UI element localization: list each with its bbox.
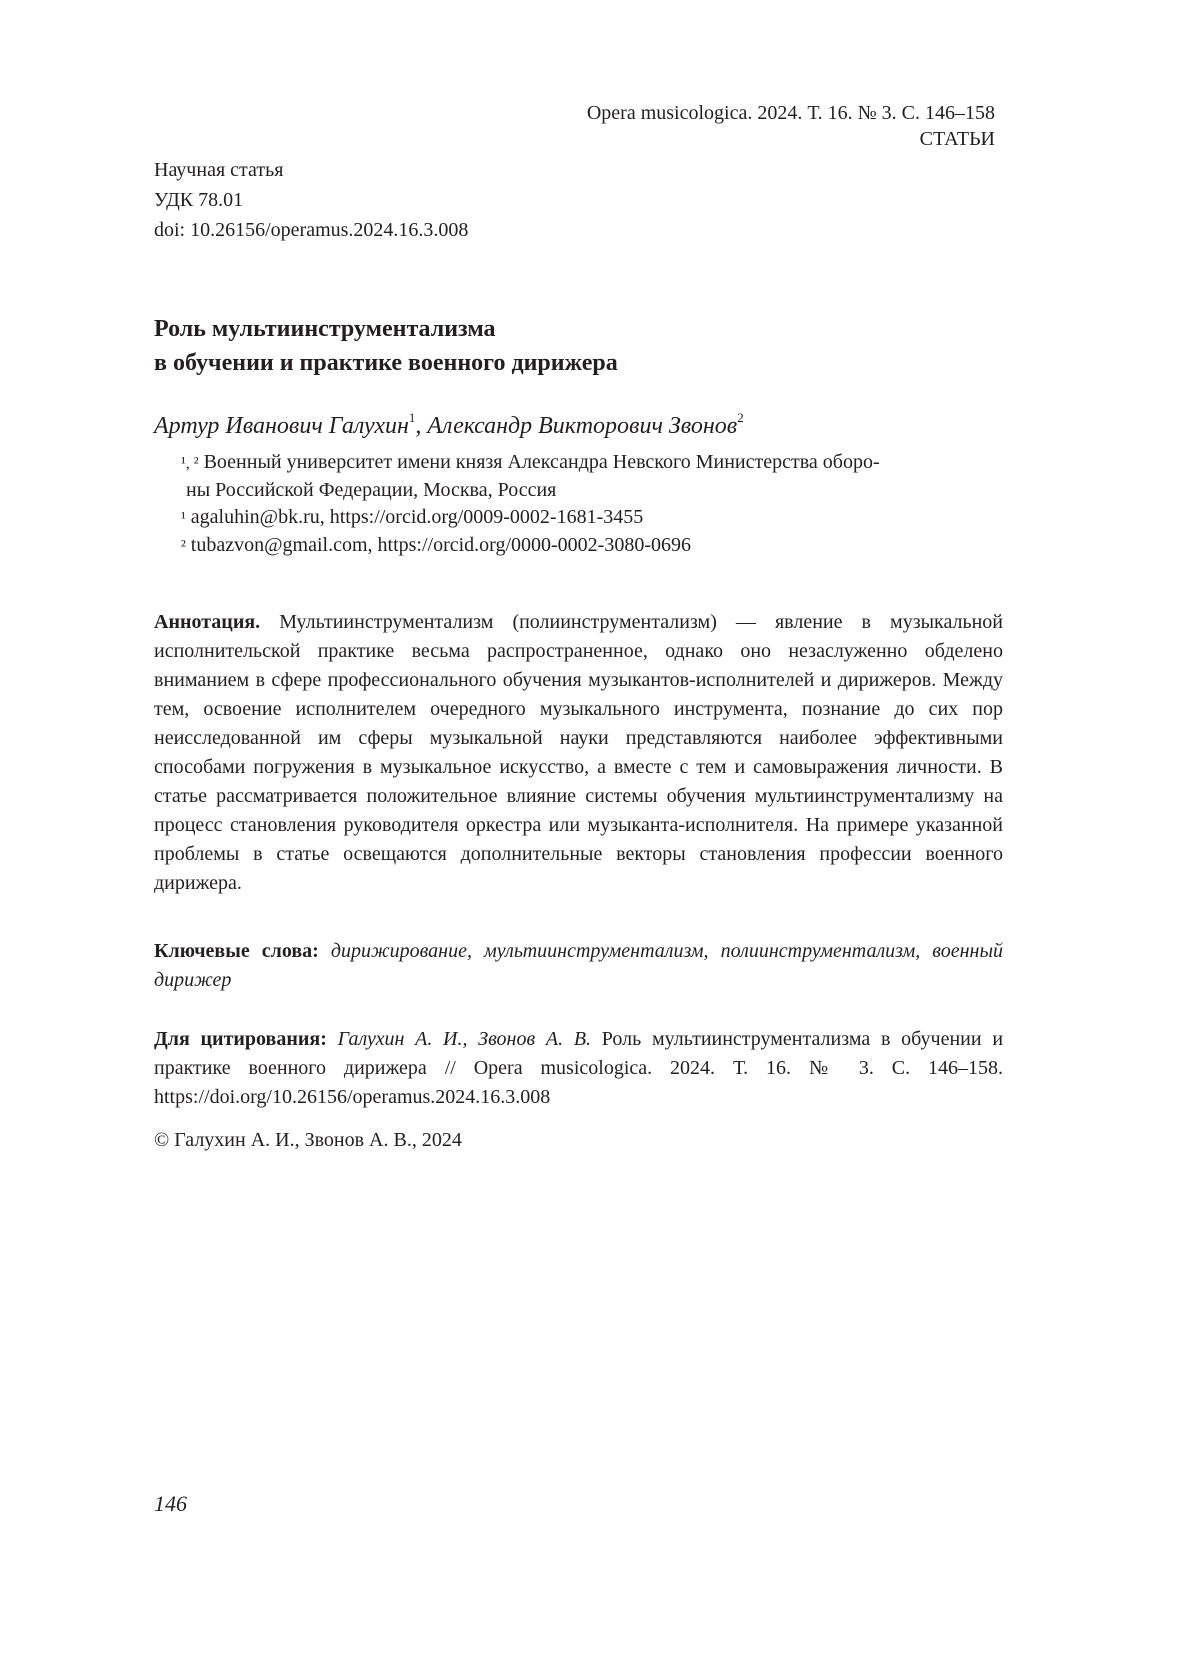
citation: [154, 1025, 1003, 1112]
abstract-text: Мультиинструментализм (полиинструментализм) — явление в музыкальной исполнительской практике весьма распространенное, однако оно незаслуженно обделено вниманием в сфере профессионального обучения музыкантов-исполнителей и дирижеров. Между тем, освоение исполнителем очередного музыкального инструмента, познание до сих пор неисследованной им сферы музыкальной науки представляются наиболее эффективными способами погружения в музыкальное искусство, а вместе с тем и самовыражения личности. В статье рассматривается положительное влияние системы обучения мультиинструментализму на процесс становления руководителя оркестра или музыканта-исполнителя. На примере указанной проблемы в статье освещаются дополнительные векторы становления профессии военного дирижера.: [154, 611, 1004, 894]
author-separator: ,: [415, 413, 428, 439]
doi-line[interactable]: doi: 10.26156/operamus.2024.16.3.008: [154, 219, 469, 241]
keywords-text: дирижирование, мультиинструментализм, полиинструментализм, военный дирижер: [154, 940, 1003, 991]
affiliation-marks: ¹, ²: [181, 455, 199, 472]
journal-citation: Opera musicologica. 2024. Т. 16. № 3. С. 146–158: [586, 102, 995, 124]
contact-1-text[interactable]: agaluhin@bk.ru, https://orcid.org/0009-0002-1681-3455: [190, 506, 644, 528]
author-list: [154, 411, 744, 441]
keywords-label: Ключевые слова:: [154, 940, 319, 962]
citation-text[interactable]: Роль мультиинструментализма в обучении и практике военного дирижера // Opera musicologica. 2024. Т. 16. № 3. С. 146–158. https://doi.org/10.26156/operamus.2024.16.3.008: [154, 1028, 1004, 1108]
article-type: Научная статья: [154, 159, 284, 181]
author-1: Артур Иванович Галухин: [154, 413, 409, 439]
affiliation-org-text-1: Военный университет имени князя Александра Невского Министерства оборо-: [203, 451, 880, 473]
udc-code: УДК 78.01: [154, 189, 244, 211]
author-1-affil-mark: 1: [408, 410, 416, 425]
contact-2-mark: ²: [181, 538, 186, 555]
article-meta: [154, 155, 468, 245]
title-line-1: Роль мультиинструментализма: [154, 316, 496, 342]
abstract-label: Аннотация.: [154, 611, 261, 633]
author-2-affil-mark: 2: [737, 410, 744, 425]
title-line-2: в обучении и практике военного дирижера: [154, 350, 618, 376]
article-title: [154, 312, 618, 380]
keywords: [154, 937, 1003, 995]
copyright-line: © Галухин А. И., Звонов А. В., 2024: [154, 1129, 462, 1151]
author-2: Александр Викторович Звонов: [427, 413, 738, 439]
affiliation-org-line-2: ны Российской Федерации, Москва, Россия: [186, 479, 557, 501]
abstract: [154, 608, 1003, 898]
contact-author-1: [181, 504, 1003, 532]
contact-author-2: [181, 532, 1003, 560]
section-label: СТАТЬИ: [919, 128, 995, 150]
page-number: 146: [154, 1491, 187, 1516]
running-head: [587, 100, 995, 152]
affiliation-org-line-1: [181, 449, 1003, 477]
contact-2-text[interactable]: tubazvon@gmail.com, https://orcid.org/0000-0002-3080-0696: [190, 534, 692, 556]
affiliations: [181, 449, 1003, 560]
citation-authors: Галухин А. И., Звонов А. В.: [337, 1028, 592, 1050]
contact-1-mark: ¹: [181, 510, 186, 527]
citation-label: Для цитирования:: [154, 1028, 327, 1050]
